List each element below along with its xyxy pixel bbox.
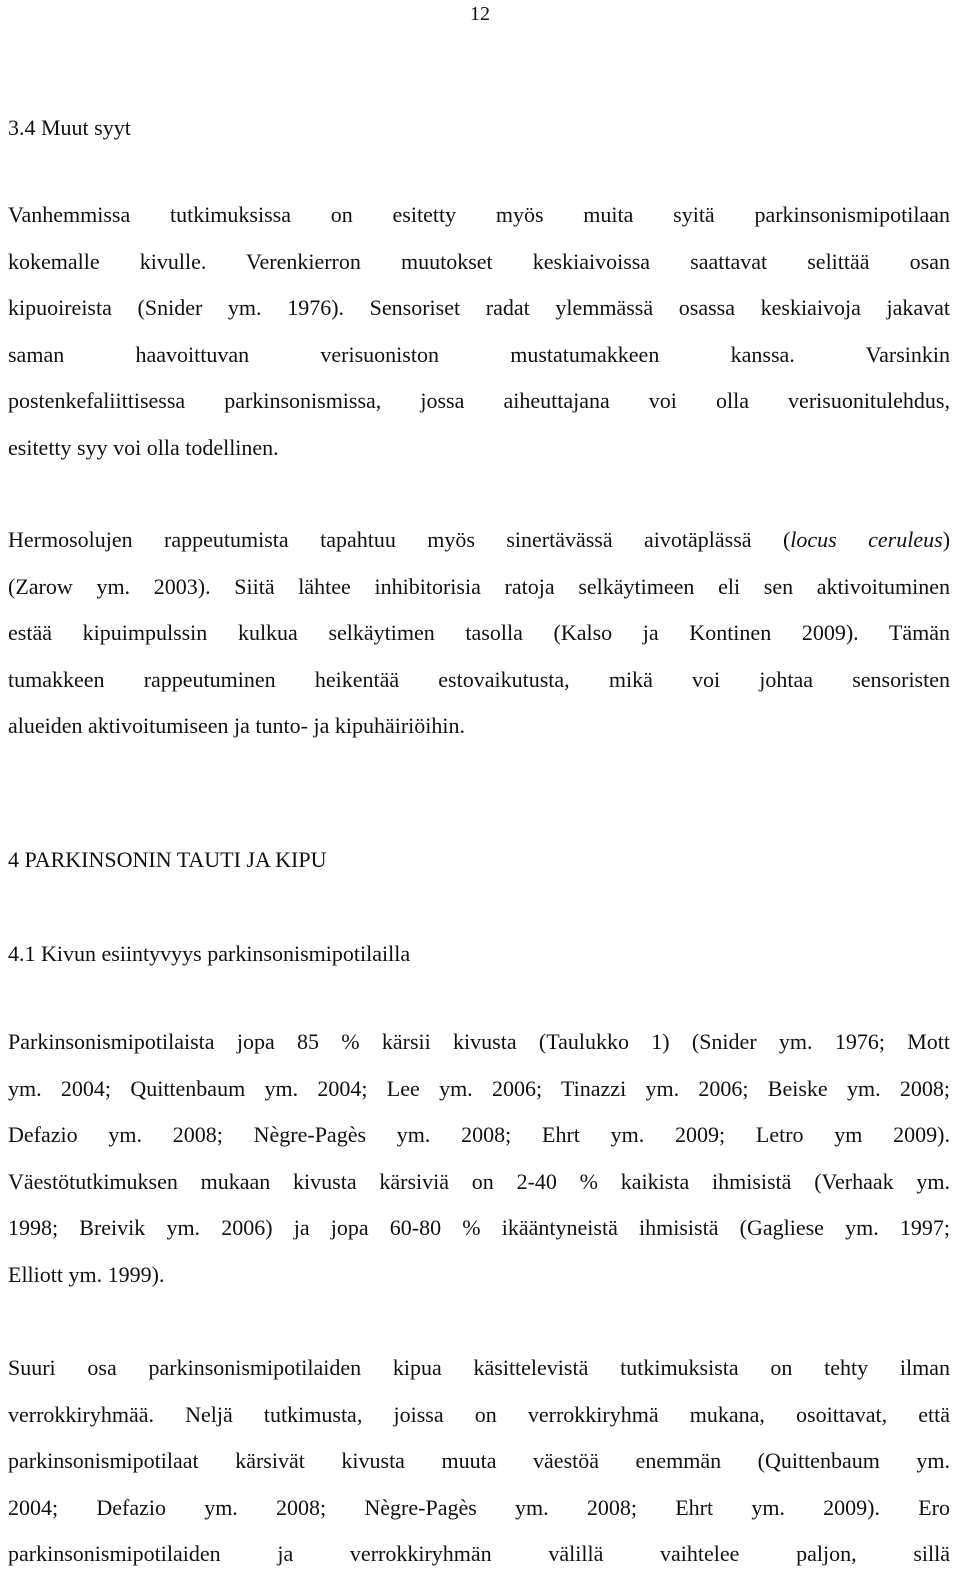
paragraph-line: esitetty syy voi olla todellinen. xyxy=(8,434,279,460)
paragraph-locus-ceruleus xyxy=(8,517,950,750)
paragraph-line: ym. 2004; Quittenbaum ym. 2004; Lee ym. 2006; Tinazzi ym. 2006; Beiske ym. 2008; xyxy=(8,1075,950,1101)
page-number: 12 xyxy=(470,3,490,25)
chapter-heading-4: 4 PARKINSONIN TAUTI JA KIPU xyxy=(8,847,327,872)
paragraph-line: verrokkiryhmää. Neljä tutkimusta, joissa on verrokkiryhmä mukana, osoittavat, että xyxy=(8,1401,950,1427)
section-heading-3-4: 3.4 Muut syyt xyxy=(8,115,131,140)
paragraph-line: Suuri osa parkinsonismipotilaiden kipua käsittelevistä tutkimuksista on tehty ilman xyxy=(8,1355,950,1380)
paragraph-line: parkinsonismipotilaat kärsivät kivusta muuta väestöä enemmän (Quittenbaum ym. xyxy=(8,1448,950,1473)
paragraph-line: Elliott ym. 1999). xyxy=(8,1261,165,1287)
paragraph-line: (Zarow ym. 2003). Siitä lähtee inhibitorisia ratoja selkäytimeen eli sen aktivoituminen xyxy=(8,573,950,599)
paragraph-line xyxy=(8,517,950,564)
line-text: ) xyxy=(942,527,951,552)
paragraph-line: estää kipuimpulssin kulkua selkäytimen tasolla (Kalso ja Kontinen 2009). Tämän xyxy=(8,620,950,645)
paragraph-line: parkinsonismipotilaiden ja verrokkiryhmän välillä vaihtelee paljon, sillä xyxy=(8,1541,950,1566)
paragraph-line: postenkefaliittisessa parkinsonismissa, jossa aiheuttajana voi olla verisuonitulehdus, xyxy=(8,388,950,413)
paragraph-line: 1998; Breivik ym. 2006) ja jopa 60-80 % ikääntyneistä ihmisistä (Gagliese ym. 1997; xyxy=(8,1215,950,1240)
paragraph-pain-prevalence xyxy=(8,1019,950,1298)
paragraph-line: saman haavoittuvan verisuoniston mustatumakkeen kanssa. Varsinkin xyxy=(8,341,950,367)
paragraph-other-causes xyxy=(8,192,950,471)
paragraph-line: kipuoireista (Snider ym. 1976). Sensoriset radat ylemmässä osassa keskiaivoja jakavat xyxy=(8,295,950,320)
paragraph-line: tumakkeen rappeutuminen heikentää estovaikutusta, mikä voi johtaa sensoristen xyxy=(8,666,950,692)
line-text: Hermosolujen rappeutumista tapahtuu myös sinertävässä aivotäplässä ( xyxy=(8,527,791,552)
paragraph-line: kokemalle kivulle. Verenkierron muutokset keskiaivoissa saattavat selittää osan xyxy=(8,248,950,274)
paragraph-line: Väestötutkimuksen mukaan kivusta kärsiviä on 2-40 % kaikista ihmisistä (Verhaak ym. xyxy=(8,1168,950,1194)
paragraph-control-groups xyxy=(8,1345,950,1578)
section-heading-4-1: 4.1 Kivun esiintyvyys parkinsonismipotilailla xyxy=(8,941,411,966)
paragraph-line: Defazio ym. 2008; Nègre-Pagès ym. 2008; Ehrt ym. 2009; Letro ym 2009). xyxy=(8,1122,950,1147)
paragraph-line: 2004; Defazio ym. 2008; Nègre-Pagès ym. 2008; Ehrt ym. 2009). Ero xyxy=(8,1494,950,1520)
italic-term: locus ceruleus xyxy=(790,527,943,552)
paragraph-line: alueiden aktivoitumiseen ja tunto- ja kipuhäiriöihin. xyxy=(8,713,466,738)
paragraph-line: Vanhemmissa tutkimuksissa on esitetty myös muita syitä parkinsonismipotilaan xyxy=(8,202,950,227)
paragraph-line: Parkinsonismipotilaista jopa 85 % kärsii kivusta (Taulukko 1) (Snider ym. 1976; Mott xyxy=(8,1029,950,1054)
